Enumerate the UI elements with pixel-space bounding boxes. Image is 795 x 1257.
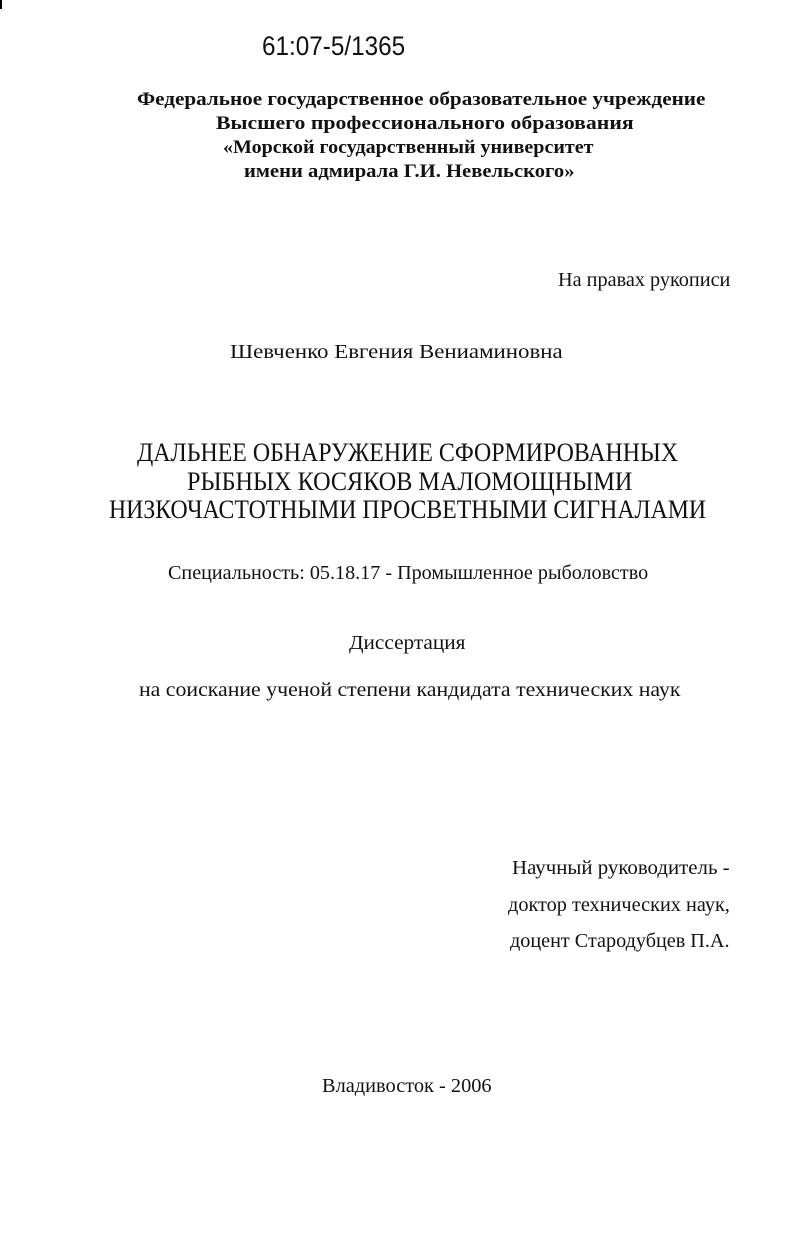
degree: на соискание ученой степени кандидата технических наук bbox=[139, 679, 681, 701]
supervisor-line-3: доцент Стародубцев П.А. bbox=[510, 930, 730, 952]
catalog-code: 61:07-5/1365 bbox=[262, 31, 406, 61]
specialty: Специальность: 05.18.17 - Промышленное рыболовство bbox=[168, 562, 649, 584]
document-type: Диссертация bbox=[349, 632, 466, 654]
scan-mark bbox=[0, 0, 2, 9]
title-line-3: НИЗКОЧАСТОТНЫМИ ПРОСВЕТНЫМИ СИГНАЛАМИ bbox=[109, 495, 707, 524]
title-line-1: ДАЛЬНЕЕ ОБНАРУЖЕНИЕ СФОРМИРОВАННЫХ bbox=[137, 438, 679, 467]
supervisor-line-1: Научный руководитель - bbox=[512, 857, 730, 879]
institution-line-3: «Морской государственный университет bbox=[223, 137, 594, 158]
supervisor-line-2: доктор технических наук, bbox=[508, 894, 730, 916]
city-year: Владивосток - 2006 bbox=[322, 1075, 492, 1097]
institution-line-1: Федеральное государственное образовательное учреждение bbox=[137, 89, 706, 110]
institution-line-4: имени адмирала Г.И. Невельского» bbox=[244, 161, 575, 182]
title-line-2: РЫБНЫХ КОСЯКОВ МАЛОМОЩНЫМИ bbox=[187, 467, 633, 496]
institution-line-2: Высшего профессионального образования bbox=[216, 113, 634, 134]
manuscript-note: На правах рукописи bbox=[558, 269, 731, 291]
author-name: Шевченко Евгения Вениаминовна bbox=[230, 341, 563, 363]
